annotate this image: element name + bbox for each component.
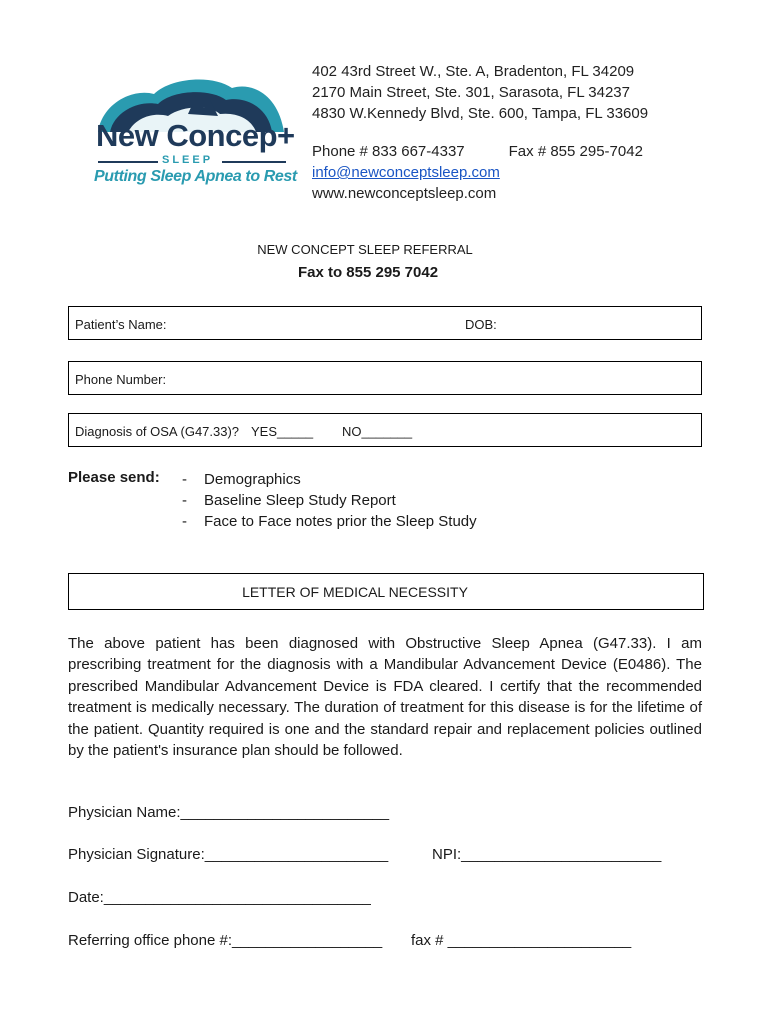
physician-name-field[interactable]: Physician Name:_________________________ — [68, 804, 390, 821]
form-title: NEW CONCEPT SLEEP REFERRAL — [257, 242, 473, 257]
logo-divider-right — [222, 161, 286, 163]
patient-name-label: Patient’s Name: — [75, 317, 167, 332]
logo-sleep: SLEEP — [162, 154, 214, 166]
contact-website: www.newconceptsleep.com — [312, 185, 497, 202]
contact-block — [312, 61, 648, 204]
address-tampa: 4830 W.Kennedy Blvd, Ste. 600, Tampa, FL 33609 — [312, 105, 649, 122]
diagnosis-label: Diagnosis of OSA (G47.33)? — [75, 424, 240, 439]
phone-fax-row — [312, 141, 648, 162]
contact-fax: Fax # 855 295-7042 — [508, 143, 643, 160]
diagnosis-box[interactable] — [68, 413, 702, 447]
company-logo — [92, 74, 297, 194]
diagnosis-no-field[interactable]: NO_______ — [342, 424, 413, 439]
list-item: - Baseline Sleep Study Report — [182, 492, 396, 509]
logo-tagline: Putting Sleep Apnea to Rest — [94, 168, 297, 185]
diagnosis-yes-field[interactable]: YES_____ — [251, 424, 314, 439]
list-item: - Demographics — [182, 471, 301, 488]
address-sarasota: 2170 Main Street, Ste. 301, Sarasota, FL 34237 — [312, 84, 630, 101]
patient-info-box[interactable] — [68, 306, 702, 340]
contact-phone: Phone # 833 667-4337 — [312, 143, 465, 160]
letter-body: The above patient has been diagnosed with Obstructive Sleep Apnea (G47.33). I am prescribing treatment for the diagnosis with a Mandibular Advancement Device (E0486). The prescribed Mandibular Advancement Device is FDA cleared. I certify that the recommended treatment is medically necessary. The duration of treatment for this disease is for the lifetime of the patient. Quantity required is one and the standard repair and replacement policies outlined by the patient's insurance plan should be followed. — [68, 635, 702, 760]
letter-heading-box — [68, 573, 704, 610]
physician-signature-field[interactable]: Physician Signature:______________________ — [68, 846, 389, 863]
logo-divider-left — [98, 161, 158, 163]
letter-heading: LETTER OF MEDICAL NECESSITY — [242, 584, 468, 600]
referring-fax-field[interactable]: fax # ______________________ — [411, 932, 632, 949]
npi-field[interactable]: NPI:________________________ — [432, 846, 662, 863]
phone-number-box[interactable] — [68, 361, 702, 395]
phone-number-label: Phone Number: — [75, 372, 167, 387]
please-send-list — [182, 469, 477, 532]
fax-to-heading: Fax to 855 295 7042 — [297, 264, 439, 281]
please-send-label: Please send: — [68, 469, 160, 486]
contact-email-link[interactable]: info@newconceptsleep.com — [312, 164, 500, 181]
dob-label: DOB: — [465, 317, 497, 332]
date-field[interactable]: Date:________________________________ — [68, 889, 371, 906]
referring-phone-field[interactable]: Referring office phone #:__________________ — [68, 932, 383, 949]
address-bradenton: 402 43rd Street W., Ste. A, Bradenton, FL 34209 — [312, 63, 635, 80]
list-item: - Face to Face notes prior the Sleep Study — [182, 513, 477, 530]
logo-name: New Concep+ — [96, 118, 295, 153]
